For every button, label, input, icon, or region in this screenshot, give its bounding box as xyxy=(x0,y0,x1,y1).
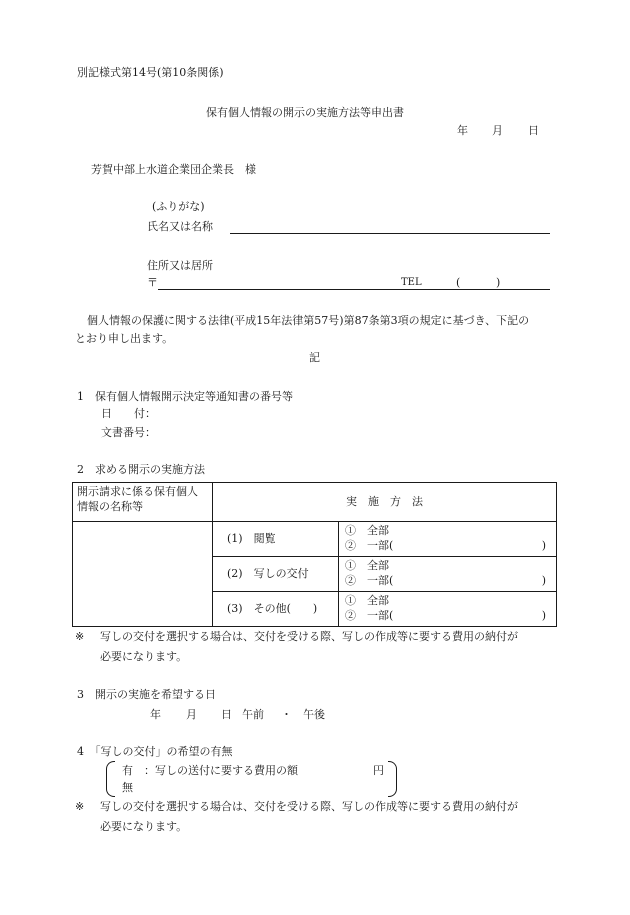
info-name-header: 開示請求に係る保有個人情報の名称等 xyxy=(73,483,213,522)
addressee: 芳賀中部上水道企業団企業長 様 xyxy=(91,163,256,176)
table-header-row xyxy=(73,483,557,522)
method-label-inspection[interactable]: (1) 閲覧 xyxy=(213,522,339,557)
postal-mark: 〒 xyxy=(147,276,158,289)
method-label-copy[interactable]: (2) 写しの交付 xyxy=(213,557,339,592)
form-number: 別記様式第14号(第10条関係) xyxy=(77,66,224,79)
method-header: 実 施 方 法 xyxy=(213,483,557,522)
option-all[interactable]: ① 全部 xyxy=(345,594,389,608)
desired-month[interactable]: 月 xyxy=(186,708,197,721)
copy-no-option[interactable]: 無 xyxy=(122,781,133,794)
bracket-right xyxy=(388,761,397,797)
bracket-left xyxy=(106,761,115,797)
intro-line-1: 個人情報の保護に関する法律(平成15年法律第57号)第87条第3項の規定に基づき、下記の xyxy=(87,314,530,327)
option-all[interactable]: ① 全部 xyxy=(345,559,389,573)
date-year[interactable]: 年 xyxy=(457,124,468,137)
method-options-copy[interactable] xyxy=(339,557,557,592)
name-field[interactable] xyxy=(230,233,550,234)
desired-year[interactable]: 年 xyxy=(150,708,161,721)
option-partial-close: ) xyxy=(541,609,546,623)
notice-date-label: 日 付： xyxy=(101,407,156,420)
address-label: 住所又は居所 xyxy=(147,259,213,272)
option-partial[interactable]: ② 一部( xyxy=(345,609,394,622)
form-title: 保有個人情報の開示の実施方法等申出書 xyxy=(206,106,404,119)
note-line-2: 必要になります。 xyxy=(100,650,188,663)
method-options-other[interactable] xyxy=(339,592,557,627)
section3-heading: 3 開示の実施を希望する日 xyxy=(77,688,216,701)
section2-heading: 2 求める開示の実施方法 xyxy=(77,463,205,476)
doc-number-label: 文書番号： xyxy=(101,426,156,439)
yen-label: 円 xyxy=(373,764,384,777)
section1-heading: 1 保有個人情報開示決定等通知書の番号等 xyxy=(77,390,293,403)
copy-yes-option[interactable]: 有 ：写しの送付に要する費用の額 xyxy=(122,764,298,777)
name-label: 氏名又は名称 xyxy=(147,220,213,233)
furigana-label: (ふりがな) xyxy=(152,200,205,213)
note-mark: ※ xyxy=(75,630,85,643)
note-line-2: 必要になります。 xyxy=(100,820,188,833)
method-label-other[interactable]: (3) その他( ) xyxy=(213,592,339,627)
option-partial[interactable]: ② 一部( xyxy=(345,539,394,552)
info-name-cell[interactable] xyxy=(73,522,213,627)
section4-heading: 4 「写しの交付」の希望の有無 xyxy=(77,745,233,758)
desired-day[interactable]: 日 xyxy=(221,708,232,721)
am-option[interactable]: 午前 xyxy=(242,708,264,721)
intro-line-2: とおり申し出ます。 xyxy=(75,332,174,345)
note-line-1: 写しの交付を選択する場合は、交付を受ける際、写しの作成等に要する費用の納付が xyxy=(100,630,518,643)
date-day[interactable]: 日 xyxy=(528,124,539,137)
pm-option[interactable]: 午後 xyxy=(303,708,325,721)
method-options-inspection[interactable] xyxy=(339,522,557,557)
note-mark: ※ xyxy=(75,800,85,813)
tel-paren-close: ) xyxy=(496,276,501,289)
option-partial[interactable]: ② 一部( xyxy=(345,574,394,587)
ki-label: 記 xyxy=(309,351,320,364)
separator-dot: ・ xyxy=(281,708,292,721)
method-table xyxy=(72,482,557,627)
date-month[interactable]: 月 xyxy=(492,124,503,137)
note-line-1: 写しの交付を選択する場合は、交付を受ける際、写しの作成等に要する費用の納付が xyxy=(100,800,518,813)
address-field[interactable] xyxy=(158,289,550,290)
option-partial-close: ) xyxy=(541,574,546,588)
tel-label: TEL xyxy=(401,277,422,288)
option-partial-close: ) xyxy=(541,539,546,553)
tel-paren-open: ( xyxy=(456,276,461,289)
method-row-inspection xyxy=(73,522,557,557)
option-all[interactable]: ① 全部 xyxy=(345,524,389,538)
